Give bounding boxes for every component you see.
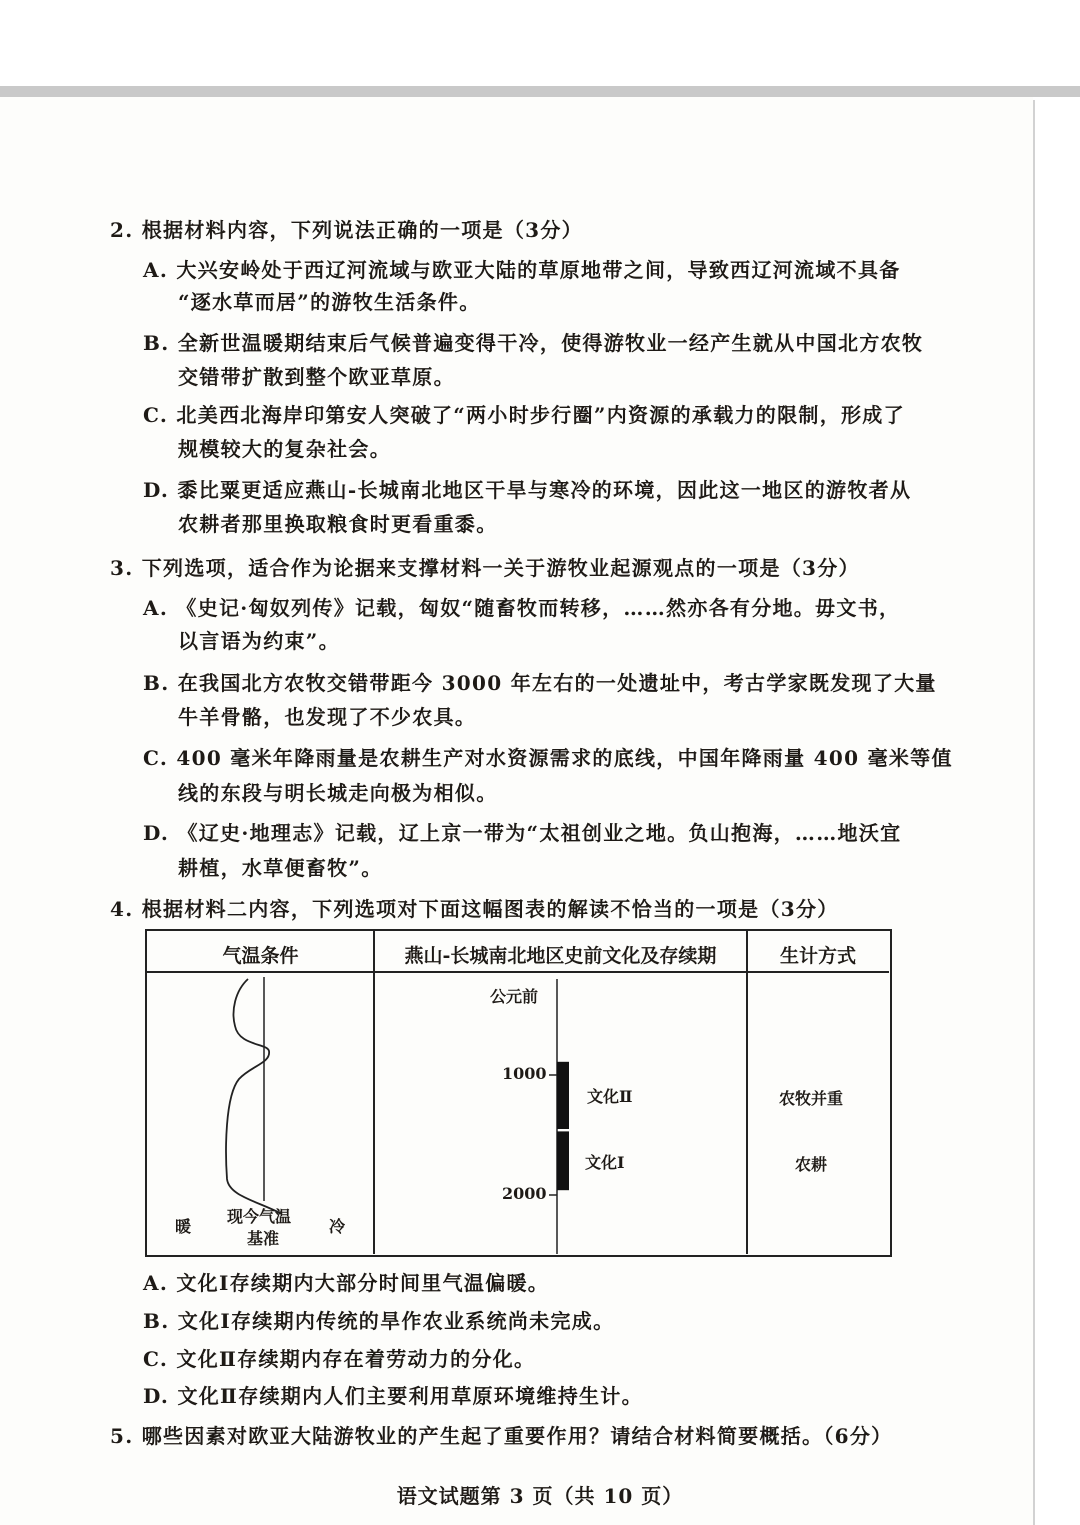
q4-stem: 4. 根据材料二内容，下列选项对下面这幅图表的解读不恰当的一项是（3分） (110, 897, 839, 921)
culture-period-bar (557, 1062, 569, 1129)
q2-option-b-cont: 交错带扩散到整个欧亚草原。 (178, 365, 455, 389)
temperature-curve (226, 979, 282, 1214)
q3-option-a-cont: 以言语为约束”。 (178, 629, 340, 653)
axis-label-bc: 公元前 (490, 987, 539, 1006)
q3-option-d: D. 《辽史·地理志》记载，辽上京一带为“太祖创业之地。负山抱海，……地沃宜 (143, 821, 902, 845)
q2-option-d: D. 黍比粟更适应燕山-长城南北地区干旱与寒冷的环境，因此这一地区的游牧者从 (143, 478, 912, 502)
q3-stem: 3. 下列选项，适合作为论据来支撑材料一关于游牧业起源观点的一项是（3分） (110, 556, 860, 580)
culture-period-bar (557, 1131, 569, 1190)
q4-option-b: B. 文化Ⅰ存续期内传统的旱作农业系统尚未完成。 (143, 1309, 615, 1333)
label-cold: 冷 (329, 1217, 346, 1236)
label-baseline-2: 基准 (247, 1229, 280, 1248)
page-edge (1033, 100, 1035, 1525)
tick-label-2000: 2000 (502, 1184, 547, 1203)
header-livelihood: 生计方式 (779, 945, 856, 967)
livelihood-culture-2: 农牧并重 (779, 1089, 844, 1109)
q2-option-c: C. 北美西北海岸印第安人突破了“两小时步行圈”内资源的承载力的限制，形成了 (143, 403, 905, 427)
q3-option-a: A. 《史记·匈奴列传》记载，匈奴“随畜牧而转移，……然亦各有分地。毋文书， (143, 596, 901, 620)
q4-option-c: C. 文化Ⅱ存续期内存在着劳动力的分化。 (143, 1347, 536, 1371)
page-footer: 语文试题第 3 页（共 10 页） (396, 1484, 684, 1508)
tick-label-1000: 1000 (502, 1064, 547, 1083)
label-baseline-1: 现今气温 (227, 1207, 292, 1226)
q5-stem: 5. 哪些因素对欧亚大陆游牧业的产生起了重要作用？请结合材料简要概括。（6分） (110, 1424, 893, 1448)
culture-climate-figure (145, 929, 892, 1257)
q2-option-d-cont: 农耕者那里换取粮食时更看重黍。 (178, 512, 498, 536)
q4-option-d: D. 文化Ⅱ存续期内人们主要利用草原环境维持生计。 (143, 1384, 643, 1408)
label-warm: 暖 (175, 1217, 192, 1236)
q2-stem: 2. 根据材料内容，下列说法正确的一项是（3分） (110, 218, 583, 242)
q2-option-b: B. 全新世温暖期结束后气候普遍变得干冷，使得游牧业一经产生就从中国北方农牧 (143, 331, 924, 355)
q3-option-c-cont: 线的东段与明长城走向极为相似。 (178, 781, 498, 805)
q2-option-a-cont: “逐水草而居”的游牧生活条件。 (178, 290, 481, 314)
header-temperature: 气温条件 (222, 945, 299, 967)
culture-2-label: 文化Ⅱ (587, 1087, 633, 1107)
livelihood-culture-1: 农耕 (795, 1154, 828, 1174)
q3-option-b-cont: 牛羊骨骼，也发现了不少农具。 (178, 705, 477, 729)
q3-option-c: C. 400 毫米年降雨量是农耕生产对水资源需求的底线，中国年降雨量 400 毫米等值 (143, 746, 953, 770)
q2-option-a: A. 大兴安岭处于西辽河流域与欧亚大陆的草原地带之间，导致西辽河流域不具备 (143, 258, 901, 282)
viewer-top-bar (0, 86, 1080, 97)
culture-1-label: 文化Ⅰ (585, 1152, 625, 1172)
q3-option-d-cont: 耕植，水草便畜牧”。 (178, 856, 383, 880)
q3-option-b: B. 在我国北方农牧交错带距今 3000 年左右的一处遗址中，考古学家既发现了大量 (143, 671, 937, 695)
header-culture-period: 燕山-长城南北地区史前文化及存续期 (404, 945, 717, 967)
q4-option-a: A. 文化Ⅰ存续期内大部分时间里气温偏暖。 (143, 1271, 550, 1295)
q2-option-c-cont: 规模较大的复杂社会。 (178, 437, 391, 461)
